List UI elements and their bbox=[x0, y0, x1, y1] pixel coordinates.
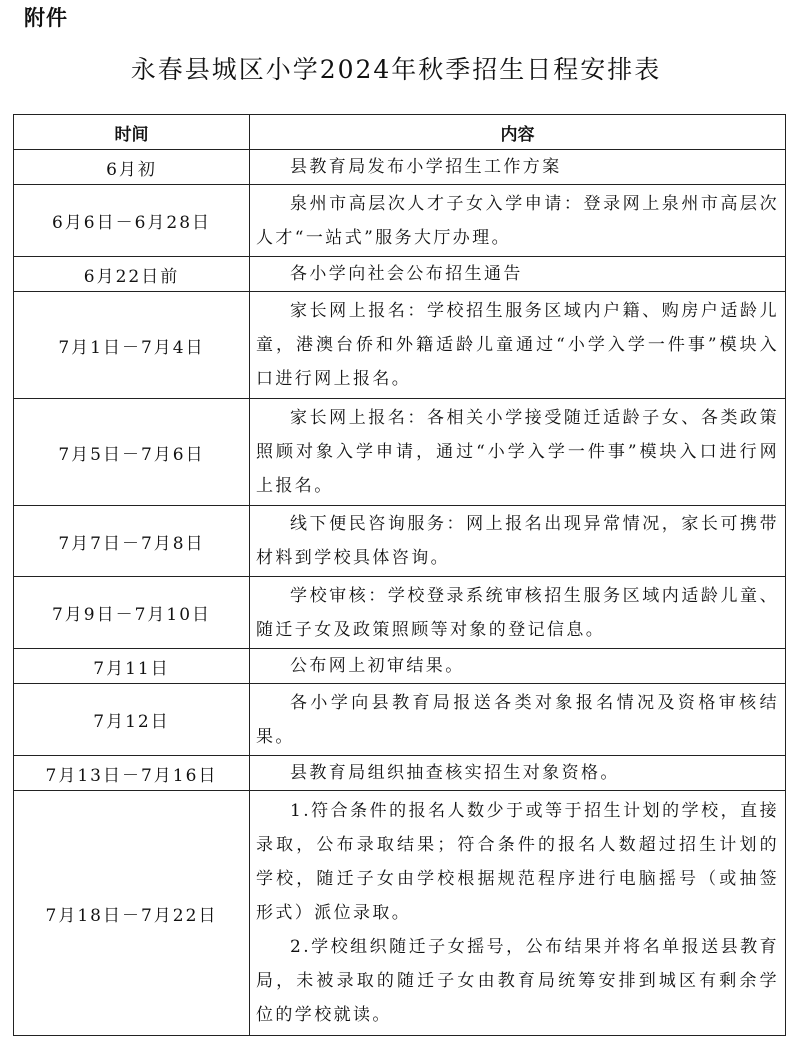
row-content bbox=[250, 257, 786, 292]
row-time: 7月12日 bbox=[14, 684, 250, 756]
table-row bbox=[14, 684, 786, 756]
row-time: 7月7日－7月8日 bbox=[14, 506, 250, 577]
table-row bbox=[14, 577, 786, 649]
row-content-paragraph: 2.学校组织随迁子女摇号，公布结果并将名单报送县教育局，未被录取的随迁子女由教育局统筹安排到城区有剩余学位的学校就读。 bbox=[256, 937, 779, 1025]
row-content-paragraph: 线下便民咨询服务：网上报名出现异常情况，家长可携带材料到学校具体咨询。 bbox=[256, 514, 779, 568]
row-content-paragraph: 家长网上报名：各相关小学接受随迁适龄子女、各类政策照顾对象入学申请，通过“小学入学一件事”模块入口进行网上报名。 bbox=[256, 408, 779, 496]
table-row bbox=[14, 399, 786, 506]
row-content-paragraph: 学校审核：学校登录系统审核招生服务区域内适龄儿童、随迁子女及政策照顾等对象的登记信息。 bbox=[256, 585, 779, 640]
row-time: 7月1日－7月4日 bbox=[14, 292, 250, 399]
header-time: 时间 bbox=[14, 115, 250, 150]
row-content bbox=[250, 791, 786, 1036]
page-title: 永春县城区小学2024年秋季招生日程安排表 bbox=[130, 55, 662, 84]
table-row bbox=[14, 756, 786, 791]
table-row bbox=[14, 185, 786, 257]
row-content bbox=[250, 506, 786, 577]
row-content bbox=[250, 756, 786, 791]
row-time: 7月9日－7月10日 bbox=[14, 577, 250, 649]
table-row bbox=[14, 791, 786, 1036]
row-content bbox=[250, 150, 786, 185]
row-content bbox=[250, 185, 786, 257]
row-content-paragraph: 家长网上报名：学校招生服务区域内户籍、购房户适龄儿童，港澳台侨和外籍适龄儿童通过“小学入学一件事”模块入口进行网上报名。 bbox=[256, 301, 779, 389]
row-content bbox=[250, 649, 786, 684]
row-content bbox=[250, 292, 786, 399]
header-content: 内容 bbox=[250, 115, 786, 150]
table-header-row bbox=[14, 115, 786, 150]
row-content-paragraph: 1.符合条件的报名人数少于或等于招生计划的学校，直接录取，公布录取结果；符合条件的报名人数超过招生计划的学校，随迁子女由学校根据规范程序进行电脑摇号（或抽签形式）派位录取。 bbox=[256, 801, 779, 923]
row-content bbox=[250, 577, 786, 649]
row-content-paragraph: 各小学向社会公布招生通告 bbox=[290, 264, 523, 284]
row-content-paragraph: 县教育局组织抽查核实招生对象资格。 bbox=[290, 763, 620, 783]
table-body bbox=[14, 150, 786, 1036]
row-content-paragraph: 公布网上初审结果。 bbox=[290, 656, 465, 676]
row-content-paragraph: 泉州市高层次人才子女入学申请：登录网上泉州市高层次人才“一站式”服务大厅办理。 bbox=[256, 193, 779, 248]
schedule-table bbox=[13, 114, 786, 1036]
row-time: 6月6日－6月28日 bbox=[14, 185, 250, 257]
table-row bbox=[14, 257, 786, 292]
table-row bbox=[14, 506, 786, 577]
row-content bbox=[250, 684, 786, 756]
table-row bbox=[14, 292, 786, 399]
row-time: 7月11日 bbox=[14, 649, 250, 684]
row-time: 6月22日前 bbox=[14, 257, 250, 292]
row-content-paragraph: 各小学向县教育局报送各类对象报名情况及资格审核结果。 bbox=[256, 692, 779, 747]
row-time: 7月13日－7月16日 bbox=[14, 756, 250, 791]
table-row bbox=[14, 649, 786, 684]
row-time: 7月18日－7月22日 bbox=[14, 791, 250, 1036]
row-content bbox=[250, 399, 786, 506]
row-content-paragraph: 县教育局发布小学招生工作方案 bbox=[290, 157, 562, 177]
table-row bbox=[14, 150, 786, 185]
attachment-label: 附件 bbox=[24, 6, 68, 30]
row-time: 7月5日－7月6日 bbox=[14, 399, 250, 506]
row-time: 6月初 bbox=[14, 150, 250, 185]
